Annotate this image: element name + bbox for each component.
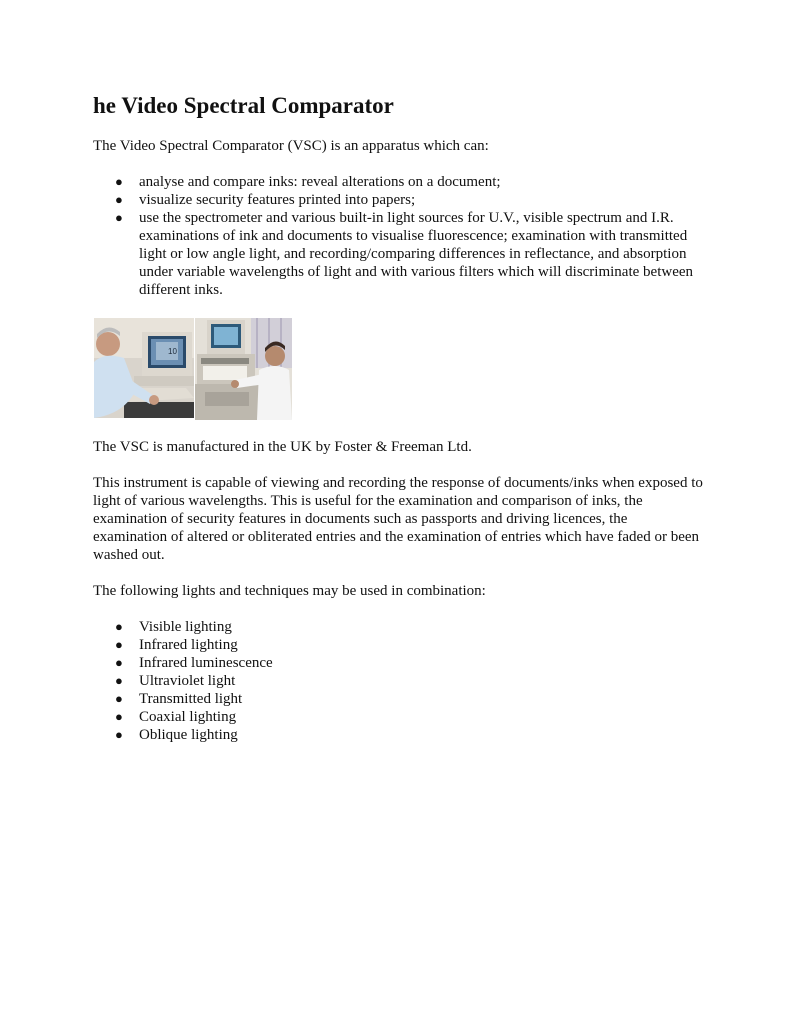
lights-list	[93, 618, 703, 744]
list-item: ● Infrared luminescence	[115, 655, 273, 671]
description-paragraph: This instrument is capable of viewing and recording the response of documents/inks when exposed to light of various wavelengths. This is useful for the examination and comparison of inks, the examination of security features in documents such as passports and driving licences, the examination of altered or obliterated entries and the examination of entries which have faded or been washed out.	[93, 475, 703, 563]
bullet-icon: ●	[115, 709, 123, 724]
list-item: ● Coaxial lighting	[115, 709, 237, 725]
list-item: ● Infrared lighting	[115, 637, 238, 653]
bullet-icon: ●	[115, 619, 123, 634]
bullet-icon: ●	[115, 727, 123, 742]
bullet-icon: ●	[115, 655, 123, 670]
manufacturer-paragraph: The VSC is manufactured in the UK by Foster & Freeman Ltd.	[93, 439, 472, 455]
bullet-icon: ●	[115, 192, 123, 207]
lights-intro-paragraph: The following lights and techniques may be used in combination:	[93, 583, 486, 599]
list-item: ● analyse and compare inks: reveal alterations on a document;	[115, 174, 501, 190]
list-item: ● use the spectrometer and various built-in light sources for U.V., visible spectrum and I.R. examinations of ink and documents to visualise fluorescence; examination with transmitted light or low angle light, and recording/comparing differences in reflectance, and absorption under variable wavelengths of light and with various filters which will discriminate between different inks.	[115, 210, 694, 298]
bullet-icon: ●	[115, 673, 123, 688]
list-item: ● Oblique lighting	[115, 727, 238, 743]
list-item: ● Transmitted light	[115, 691, 243, 707]
bullet-icon: ●	[115, 691, 123, 706]
document-page	[93, 92, 703, 744]
vsc-photos	[93, 318, 703, 420]
vsc-operator-photo-1	[94, 318, 194, 418]
capabilities-list	[93, 173, 697, 299]
list-item: ● visualize security features printed into papers;	[115, 192, 416, 208]
bullet-icon: ●	[115, 174, 123, 189]
list-item: ● Ultraviolet light	[115, 673, 236, 689]
page-title: he Video Spectral Comparator	[93, 93, 394, 118]
bullet-icon: ●	[115, 210, 123, 225]
intro-paragraph: The Video Spectral Comparator (VSC) is an apparatus which can:	[93, 138, 489, 154]
bullet-icon: ●	[115, 637, 123, 652]
vsc-operator-photo-2	[195, 318, 292, 420]
svg-text:10: 10	[168, 347, 177, 356]
list-item: ● Visible lighting	[115, 619, 232, 635]
